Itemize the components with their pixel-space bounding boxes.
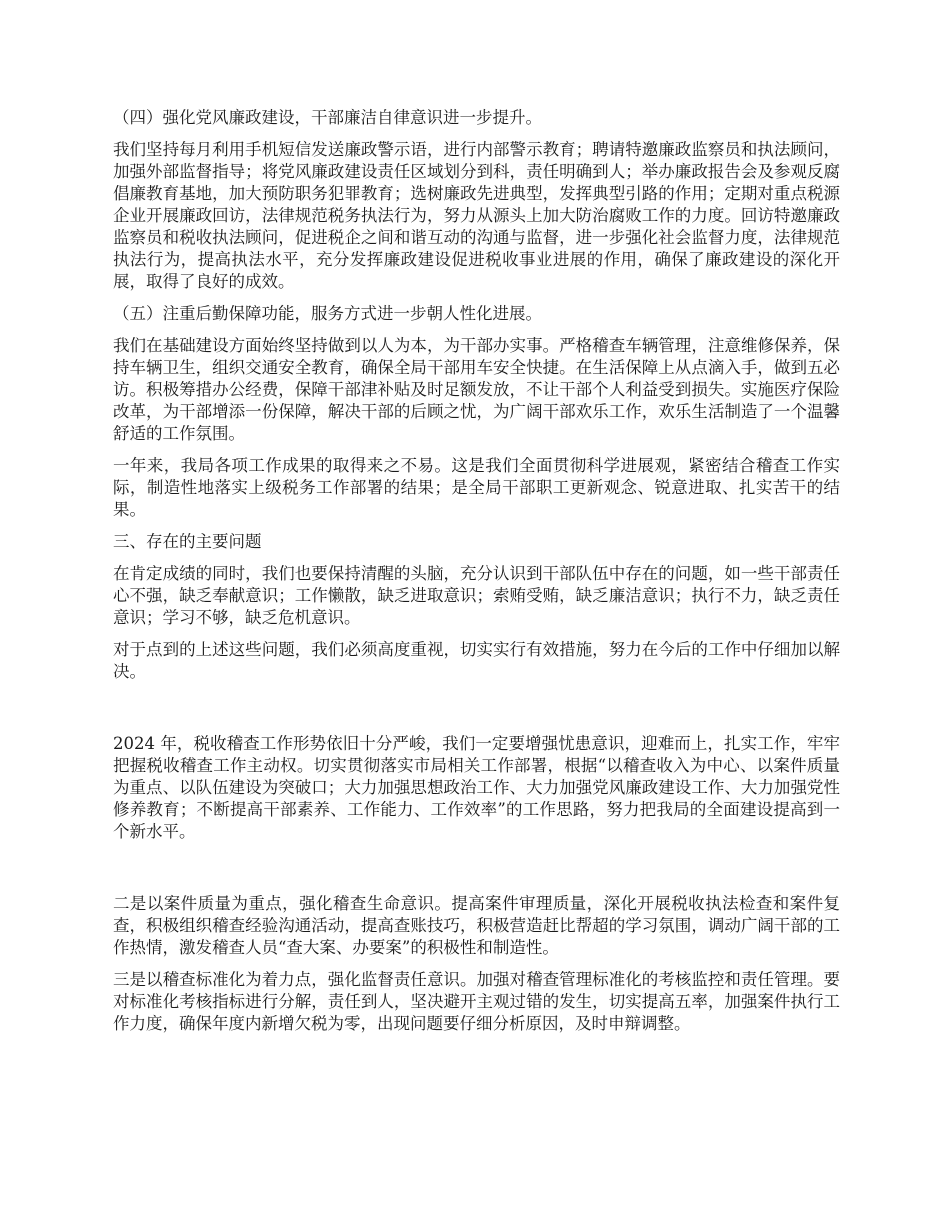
spacer xyxy=(113,853,840,893)
section-heading-3: 三、存在的主要问题 xyxy=(113,532,262,551)
paragraph-point-three: 三是以稽查标准化为着力点，强化监督责任意识。加强对稽查管理标准化的考核监控和责任管理。要对标准化考核指标进行分解，责任到人，坚决避开主观过错的发生，切实提高五率，加强案件执行工作力度，确保年度内新增欠税为零，出现问题要仔细分析原因，及时申辩调整。 xyxy=(113,970,840,1033)
paragraph-integrity: 我们坚持每月利用手机短信发送廉政警示语，进行内部警示教育；聘请特邀廉政监察员和执法顾问，加强外部监督指导；将党风廉政建设责任区域划分到科，责任明确到人；举办廉政报告会及参观反腐倡廉教育基地，加大预防职务犯罪教育；选树廉政先进典型，发挥典型引路的作用；定期对重点税源企业开展廉政回访，法律规范税务执法行为，努力从源头上加大防治腐败工作的力度。回访特邀廉政监察员和税收执法顾问，促进税企之间和谐互动的沟通与监督，进一步强化社会监督力度，法律规范执法行为，提高执法水平，充分发挥廉政建设促进税收事业进展的作用，确保了廉政建设的深化开展，取得了良好的成效。 xyxy=(113,140,840,291)
paragraph-summary: 一年来，我局各项工作成果的取得来之不易。这是我们全面贯彻科学进展观，紧密结合稽查工作实际，制造性地落实上级税务工作部署的结果；是全局干部职工更新观念、锐意进取、扎实苦干的结果。 xyxy=(113,456,840,519)
document-body xyxy=(113,107,840,1045)
spacer xyxy=(113,693,840,733)
paragraph-point-two: 二是以案件质量为重点，强化稽查生命意识。提高案件审理质量，深化开展税收执法检查和案件复查，积极组织稽查经验沟通活动，提高查账技巧，积极营造赶比帮超的学习氛围，调动广阔干部的工作热情，激发稽查人员“查大案、办要案”的积极性和制造性。 xyxy=(113,894,840,957)
paragraph-2024-plan: 2024 年，税收稽查工作形势依旧十分严峻，我们一定要增强忧患意识，迎难而上，扎实工作，牢牢把握税收稽查工作主动权。切实贯彻落实市局相关工作部署，根据“以稽查收入为中心、以案件质量为重点、以队伍建设为突破口；大力加强思想政治工作、大力加强党风廉政建设工作、大力加强党性修养教育；不断提高干部素养、工作能力、工作效率”的工作思路，努力把我局的全面建设提高到一个新水平。 xyxy=(113,734,840,841)
section-heading-4: （四）强化党风廉政建设，干部廉洁自律意识进一步提升。 xyxy=(113,108,542,127)
paragraph-solve: 对于点到的上述这些问题，我们必须高度重视，切实实行有效措施，努力在今后的工作中仔细加以解决。 xyxy=(113,640,840,681)
section-heading-5: （五）注重后勤保障功能，服务方式进一步朝人性化进展。 xyxy=(113,304,542,323)
paragraph-problems: 在肯定成绩的同时，我们也要保持清醒的头脑，充分认识到干部队伍中存在的问题，如一些干部责任心不强，缺乏奉献意识；工作懒散，缺乏进取意识；索贿受贿，缺乏廉洁意识；执行不力，缺乏责任意识；学习不够，缺乏危机意识。 xyxy=(113,564,840,627)
paragraph-logistics: 我们在基础建设方面始终坚持做到以人为本，为干部办实事。严格稽查车辆管理，注意维修保养，保持车辆卫生，组织交通安全教育，确保全局干部用车安全快捷。在生活保障上从点滴入手，做到五必访。积极筹措办公经费，保障干部津补贴及时足额发放，不让干部个人利益受到损失。实施医疗保险改革，为干部增添一份保障，解决干部的后顾之忧，为广阔干部欢乐工作，欢乐生活制造了一个温馨舒适的工作氛围。 xyxy=(113,336,840,443)
